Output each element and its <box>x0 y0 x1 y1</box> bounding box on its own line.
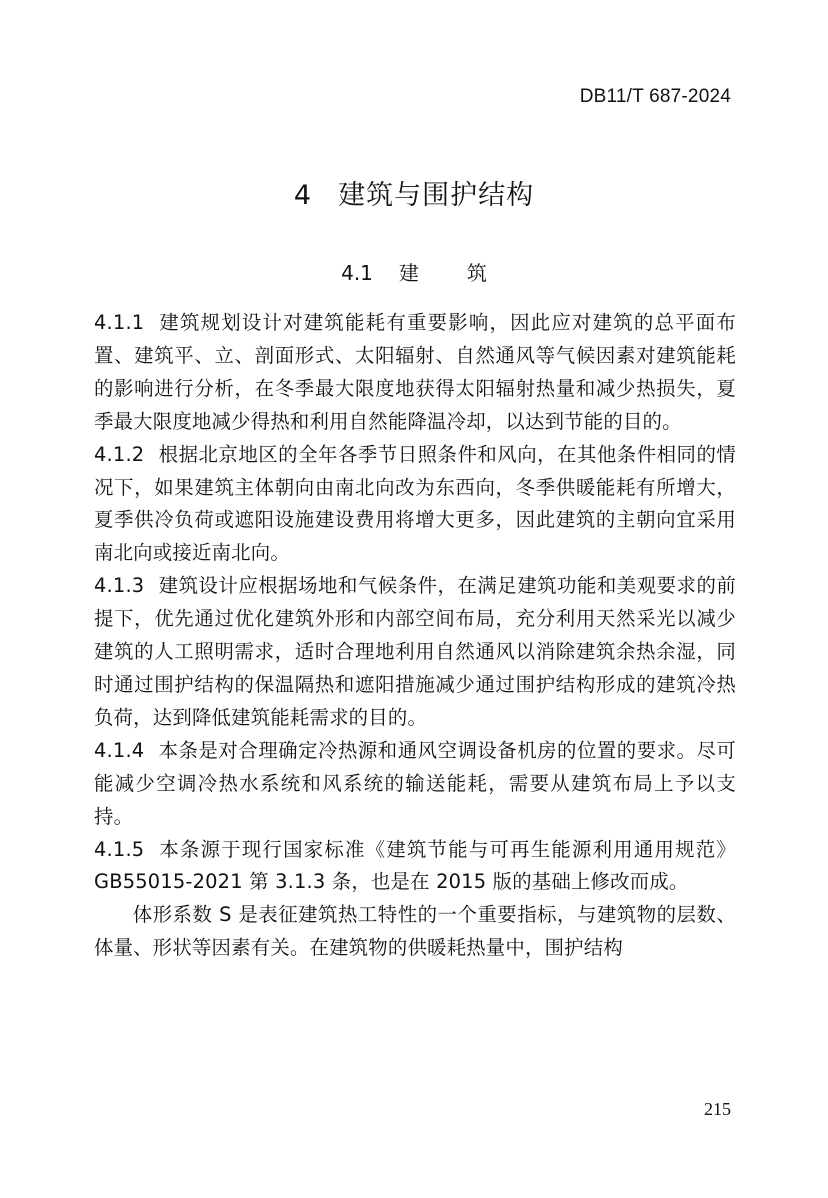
section-heading <box>0 257 828 286</box>
section-title-char-1: 建 <box>398 261 419 285</box>
continuation-paragraph: 体形系数 S 是表征建筑热工特性的一个重要指标，与建筑物的层数、体量、形状等因素有关。在建筑物的供暖耗热量中，围护结构 <box>94 903 736 960</box>
clause-number: 4.1.2 <box>94 442 145 466</box>
page-number: 215 <box>704 1099 731 1119</box>
clause-number: 4.1.4 <box>94 738 145 762</box>
clause-text: 建筑设计应根据场地和气候条件，在满足建筑功能和美观要求的前提下，优先通过优化建筑外形和内部空间布局，充分利用天然采光以减少建筑的人工照明需求，适时合理地利用自然通风以消除建筑余热余湿，同时通过围护结构的保温隔热和遮阳措施减少通过围护结构形成的建筑冷热负荷，达到降低建筑能耗需求的目的。 <box>94 574 736 729</box>
section-number: 4.1 <box>341 261 373 285</box>
clause-number: 4.1.5 <box>94 837 145 861</box>
body-text <box>94 307 736 965</box>
clause-number: 4.1.1 <box>94 311 145 334</box>
chapter-number: 4 <box>293 180 313 211</box>
clause-text: 本条源于现行国家标准《建筑节能与可再生能源利用通用规范》GB55015-2021 第 3.1.3 条，也是在 2015 版的基础上修改而成。 <box>94 837 736 894</box>
clause-text: 根据北京地区的全年各季节日照条件和风向，在其他条件相同的情况下，如果建筑主体朝向由南北向改为东西向，冬季供暖能耗有所增大，夏季供冷负荷或遮阳设施建设费用将增大更多，因此建筑的主朝向宜采用南北向或接近南北向。 <box>94 442 736 565</box>
chapter-title: 建筑与围护结构 <box>338 180 535 211</box>
clause-4-1-4 <box>94 735 736 834</box>
clause-4-1-1 <box>94 307 736 439</box>
standard-code: DB11/T 687-2024 <box>579 86 731 107</box>
section-title-char-2: 筑 <box>466 261 487 285</box>
clause-text: 建筑规划设计对建筑能耗有重要影响，因此应对建筑的总平面布置、建筑平、立、剖面形式、太阳辐射、自然通风等气候因素对建筑能耗的影响进行分析，在冬季最大限度地获得太阳辐射热量和减少热损失，夏季最大限度地减少得热和利用自然能降温冷却，以达到节能的目的。 <box>94 311 736 433</box>
clause-number: 4.1.3 <box>94 574 145 598</box>
chapter-heading <box>0 173 828 212</box>
clause-4-1-2 <box>94 439 736 571</box>
clause-text: 本条是对合理确定冷热源和通风空调设备机房的位置的要求。尽可能减少空调冷热水系统和风系统的输送能耗，需要从建筑布局上予以支持。 <box>94 738 736 828</box>
clause-4-1-5 <box>94 834 736 900</box>
clause-4-1-3 <box>94 570 736 735</box>
